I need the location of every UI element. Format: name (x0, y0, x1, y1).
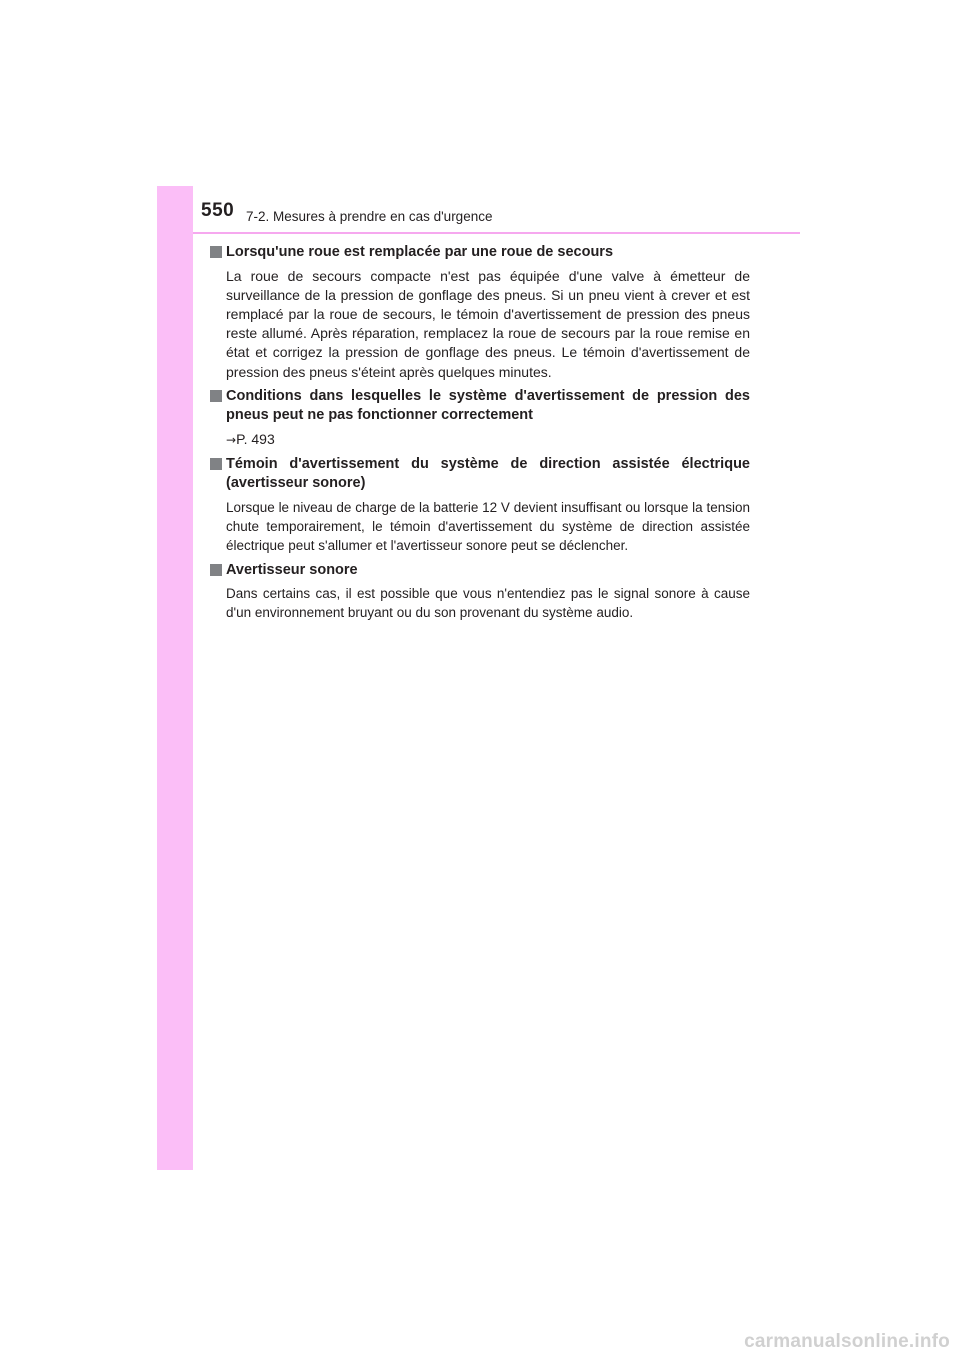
page-reference-link[interactable]: P. 493 (236, 430, 275, 447)
item-heading (210, 387, 750, 426)
item-body: Lorsque le niveau de charge de la batterie 12 V devient insuffisant ou lorsque la tension chute temporairement, le témoin d'avertissement du système de direction assistée électrique peut s'allumer et l'avertisseur sonore peut se déclencher. (226, 499, 750, 554)
item-heading (210, 561, 750, 581)
item-heading (210, 243, 750, 263)
square-bullet-icon (210, 564, 222, 576)
item-body: Dans certains cas, il est possible que vous n'entendiez pas le signal sonore à cause d'un environnement bruyant ou du son provenant du système audio. (226, 586, 750, 621)
page-content (210, 243, 750, 622)
chapter-side-band (157, 186, 193, 1170)
page-number: 550 (201, 200, 235, 221)
item-body (210, 430, 750, 450)
watermark-logo: carmanualsonline.info (744, 1331, 950, 1352)
square-bullet-icon (210, 390, 222, 402)
header-rule (193, 232, 800, 234)
item-heading-text: Témoin d'avertissement du système de direction assistée électrique (avertisseur sonore) (226, 455, 750, 492)
item-body: La roue de secours compacte n'est pas équipée d'une valve à émetteur de surveillance de la pression de gonflage des pneus. Si un pneu vient à crever et est remplacé par la roue de secours, le témoin d'avertissement de pression des pneus reste allumé. Après réparation, remplacez la roue de secours par la roue remise en état et corrigez la pression de gonflage des pneus. Le témoin d'avertissement de pression des pneus s'éteint après quelques minutes. (226, 267, 750, 380)
item-heading (210, 455, 750, 494)
item-buzzer (210, 561, 750, 623)
square-bullet-icon (210, 458, 222, 470)
item-spare-wheel (210, 243, 750, 382)
section-title: 7-2. Mesures à prendre en cas d'urgence (246, 209, 493, 224)
item-heading-text: Avertisseur sonore (226, 561, 358, 578)
item-eps-warning (210, 455, 750, 556)
item-heading-text: Lorsqu'une roue est remplacée par une roue de secours (226, 244, 614, 260)
square-bullet-icon (210, 246, 222, 258)
item-heading-text: Conditions dans lesquelles le système d'avertissement de pression des pneus peut ne pas fonctionner correctement (226, 387, 750, 424)
item-tpms-conditions (210, 387, 750, 450)
arrow-right-icon: → (226, 432, 237, 447)
